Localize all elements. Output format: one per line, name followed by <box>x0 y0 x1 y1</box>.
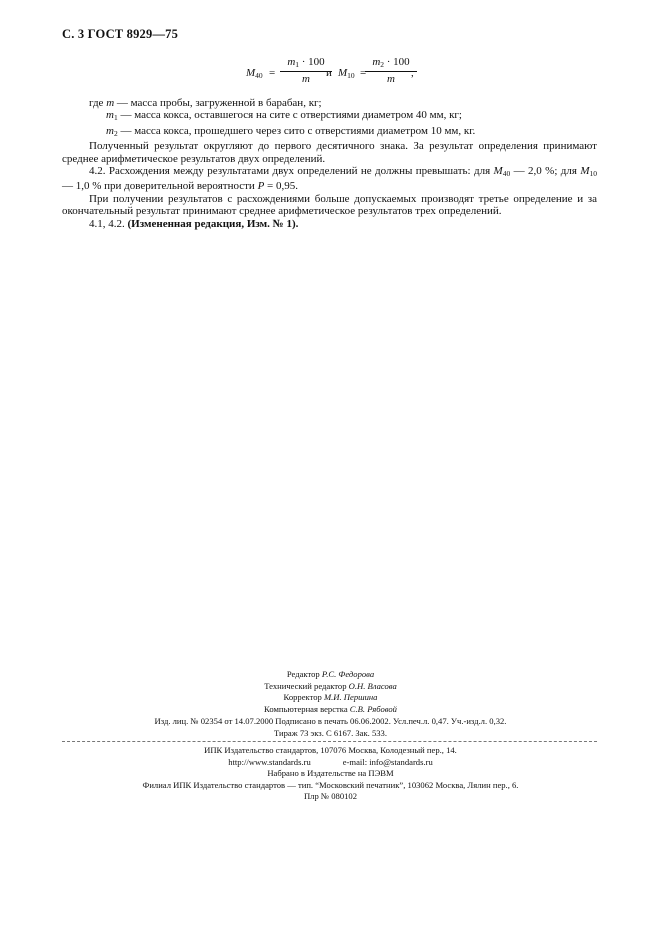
fraction-1-denominator: m <box>302 73 310 85</box>
definition-m2: $m_2$ — масса кокса, прошедшего через сито с отверстиями диаметром 10 мм, кг. <box>106 124 476 138</box>
formula-m10: $M_{10}$ <box>338 67 355 80</box>
fraction-2-numerator: $m_2 \cdot 100$ <box>372 56 410 69</box>
footer-url[interactable]: http://www.standards.ru <box>228 756 311 767</box>
footer-line-2 <box>0 757 661 769</box>
fraction-2-bar <box>365 71 417 72</box>
footer-line-3: Набрано в Издательстве на ПЭВМ <box>267 768 394 779</box>
footer-line-1: ИПК Издательство стандартов, 107076 Москва, Колодезный пер., 14. <box>204 745 457 755</box>
credit-corrector: Корректор М.И. Першина <box>283 692 378 703</box>
definition-m1: $m_1$ — масса кокса, оставшегося на сите с отверстиями диаметром 40 мм, кг; <box>106 109 462 123</box>
imprint-line-1: Изд. лиц. № 02354 от 14.07.2000 Подписано в печать 06.06.2002. Усл.печ.л. 0,47. Уч.-изд.л. 0,32. <box>154 716 507 726</box>
imprint <box>0 716 661 739</box>
fraction-1-numerator: $m_1 \cdot 100$ <box>287 56 325 69</box>
formula-comma: , <box>411 67 414 79</box>
fraction-1-bar <box>280 71 332 72</box>
credit-tech-editor: Технический редактор О.Н. Власова <box>264 680 397 691</box>
credit-layout: Компьютерная верстка С.В. Рябовой <box>264 703 397 714</box>
credits <box>0 669 661 715</box>
paragraph-4-2: 4.2. Расхождения между результатами двух определений не должны превышать: для $M_{40}$ — 2,0 %; для $M_{10}$ — 1,0 % при доверительной вероятности P = 0,95. <box>62 165 597 193</box>
footer-email[interactable]: e-mail: info@standards.ru <box>342 756 433 767</box>
dashed-divider <box>62 741 597 742</box>
paragraph-amendment: 4.1, 4.2. (Измененная редакция, Изм. № 1). <box>89 217 299 230</box>
formula-conjunction: и <box>326 67 332 79</box>
page-header: С. 3 ГОСТ 8929—75 <box>62 27 179 41</box>
publisher-footer <box>0 745 661 803</box>
formula-equals-1: = <box>269 67 276 79</box>
formula-m40: $M_{40}$ <box>246 67 263 80</box>
formula-equals-2: = <box>360 67 367 79</box>
paragraph-result-rounding: Полученный результат округляют до первого десятичного знака. За результат определения принимают среднее арифметическое результатов двух определений. <box>62 140 597 165</box>
footer-line-5: Плр № 080102 <box>303 791 358 802</box>
fraction-2-denominator: m <box>387 73 395 85</box>
imprint-line-2: Тираж 73 экз. С 6167. Зак. 533. <box>273 727 387 738</box>
formula <box>0 54 661 94</box>
definition-m: где m — масса пробы, загруженной в барабан, кг; <box>89 97 322 109</box>
credit-editor: Редактор Р.С. Федорова <box>286 669 375 679</box>
body-text <box>62 97 597 230</box>
footer-line-4: Филиал ИПК Издательство стандартов — тип. “Московский печатник”, 103062 Москва, Лялин пер., 6. <box>142 779 519 790</box>
paragraph-third-determination: При получении результатов с расхождениями больше допускаемых производят третье определение и за окончательный результат принимают среднее арифметическое результатов трех определений. <box>62 192 597 218</box>
